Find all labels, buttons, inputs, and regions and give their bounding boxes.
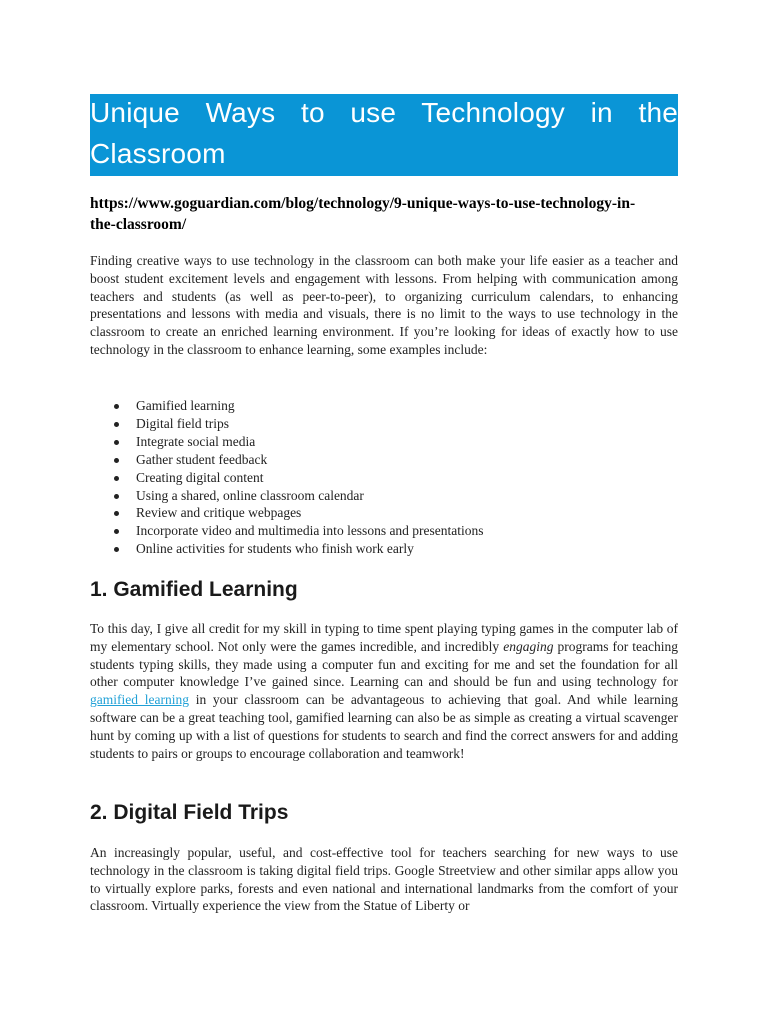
list-item [90, 540, 650, 558]
list-item [90, 433, 650, 451]
list-item-label: Integrate social media [136, 433, 256, 449]
bullet-dot-icon [114, 422, 119, 427]
bullet-dot-icon [114, 529, 119, 534]
bullet-dot-icon [114, 547, 119, 552]
gamified-learning-paragraph [90, 620, 678, 762]
bullet-dot-icon [114, 494, 119, 499]
list-item [90, 522, 650, 540]
list-item-label: Review and critique webpages [136, 505, 302, 521]
examples-list [90, 397, 650, 558]
article-title: Unique Ways to use Technology in the Classroom [90, 97, 678, 169]
list-item [90, 415, 650, 433]
emphasis-engaging: engaging [503, 638, 554, 654]
bullet-dot-icon [114, 511, 119, 516]
list-item-label: Creating digital content [136, 469, 264, 485]
list-item-label: Using a shared, online classroom calendar [136, 487, 364, 503]
intro-paragraph: Finding creative ways to use technology in the classroom can both make your life easier as a teacher and boost student excitement levels and engagement with lessons. From helping with communication among teachers and students (as well as peer-to-peer), to organizing curriculum calendars, to enhancing presentations and lessons with media and visuals, there is no limit to the ways to use technology in the classroom to create an enriched learning environment. If you’re looking for ideas of exactly how to use technology in the classroom to enhance learning, some examples include: [90, 253, 678, 357]
bullet-dot-icon [114, 458, 119, 463]
gamified-text-part2: programs for teaching students typing skills, they made using a computer fun and exciting for me and set the foundation for all other computer knowledge I’ve gained since. Learning can and should be fun and using technology for [90, 638, 678, 690]
list-item-label: Gather student feedback [136, 451, 268, 467]
list-item-label: Digital field trips [136, 415, 229, 431]
gamified-learning-link[interactable]: gamified learning [90, 692, 189, 708]
list-item [90, 504, 650, 522]
list-item [90, 487, 650, 505]
source-url: https://www.goguardian.com/blog/technology/9-unique-ways-to-use-technology-in-the-classroom/ [90, 195, 636, 233]
list-item [90, 469, 650, 487]
section-heading-gamified-learning: 1. Gamified Learning [90, 578, 298, 601]
bullet-dot-icon [114, 404, 119, 409]
digital-field-trips-paragraph: An increasingly popular, useful, and cost-effective tool for teachers searching for new ways to use technology in the classroom is taking digital field trips. Google Streetview and other similar apps allow you to virtually explore parks, forests and even national and international landmarks from the comfort of your classroom. Virtually experience the view from the Statue of Liberty or [90, 845, 678, 914]
list-item [90, 397, 650, 415]
gamified-text-part3: in your classroom can be advantageous to achieving that goal. And while learning software can be a great teaching tool, gamified learning can also be as simple as creating a virtual scavenger hunt by coming up with a list of questions for students to search and find the correct answers for and adding students to pairs or groups to encourage collaboration and teamwork! [90, 692, 678, 761]
section-heading-digital-field-trips: 2. Digital Field Trips [90, 801, 289, 824]
bullet-dot-icon [114, 476, 119, 481]
list-item-label: Gamified learning [136, 398, 235, 413]
bullet-dot-icon [114, 440, 119, 445]
list-item-label: Online activities for students who finish work early [136, 541, 414, 557]
gamified-text-part1: To this day, I give all credit for my skill in typing to time spent playing typing games in the computer lab of my elementary school. Not only were the games incredible, and incredibly [90, 621, 678, 654]
list-item-label: Incorporate video and multimedia into lessons and presentations [136, 523, 484, 539]
list-item [90, 451, 650, 469]
